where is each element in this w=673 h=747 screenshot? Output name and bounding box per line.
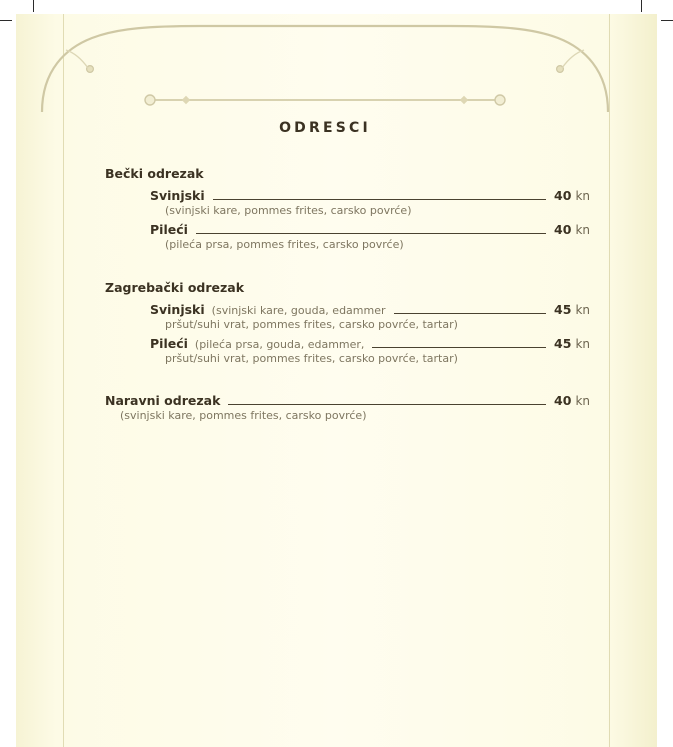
item-description-continued: pršut/suhi vrat, pommes frites, carsko povrće, tartar): [165, 351, 458, 365]
item-price: 40: [554, 188, 572, 203]
section-spacer: [60, 267, 590, 280]
menu-section: [60, 280, 590, 367]
price-leader-rule: [228, 404, 546, 405]
crop-mark-right: [661, 20, 673, 21]
item-name: Svinjski: [150, 301, 205, 317]
crop-mark-top-left: [33, 0, 34, 12]
item-description: (pileća prsa, pommes frites, carsko povrće): [165, 237, 404, 251]
currency-label: kn: [575, 302, 590, 317]
item-price: 40: [554, 221, 572, 237]
menu-item[interactable]: [60, 222, 590, 253]
item-price: 45: [554, 335, 572, 351]
crop-mark-left: [0, 20, 12, 21]
item-name: Pileći: [150, 221, 188, 237]
price-leader-rule: [372, 347, 546, 348]
price-leader-rule: [394, 313, 547, 314]
section-spacer: [60, 380, 590, 393]
menu-content: [60, 120, 590, 438]
item-description-continued: pršut/suhi vrat, pommes frites, carsko povrće, tartar): [165, 317, 458, 331]
item-name: Pileći: [150, 335, 188, 351]
crop-mark-top-right: [641, 0, 642, 12]
currency-label: kn: [575, 336, 590, 351]
price-leader-rule: [196, 233, 546, 234]
currency-label: kn: [575, 222, 590, 237]
item-price: 45: [554, 301, 572, 317]
currency-label: kn: [575, 394, 590, 409]
menu-item[interactable]: [60, 393, 590, 424]
item-name: Naravni odrezak: [105, 393, 221, 409]
menu-item[interactable]: [60, 302, 590, 333]
price-leader-rule: [213, 199, 546, 200]
section-heading: Bečki odrezak: [105, 166, 204, 181]
item-inline-description: (svinjski kare, gouda, edammer: [211, 303, 386, 317]
menu-item[interactable]: [60, 188, 590, 219]
sheet-inner-rule-right: [609, 14, 610, 747]
menu-item[interactable]: [60, 336, 590, 367]
currency-label: kn: [575, 189, 590, 203]
menu-section: [60, 166, 590, 253]
item-price: 40: [554, 393, 572, 409]
item-name: Svinjski: [150, 188, 205, 203]
page-title: ODRESCI: [279, 120, 371, 136]
item-inline-description: (pileća prsa, gouda, edammer,: [194, 337, 365, 351]
menu-section: [60, 393, 590, 424]
section-heading: Zagrebački odrezak: [105, 279, 245, 295]
item-description: (svinjski kare, pommes frites, carsko povrće): [165, 204, 412, 217]
item-description: (svinjski kare, pommes frites, carsko povrće): [120, 409, 367, 423]
